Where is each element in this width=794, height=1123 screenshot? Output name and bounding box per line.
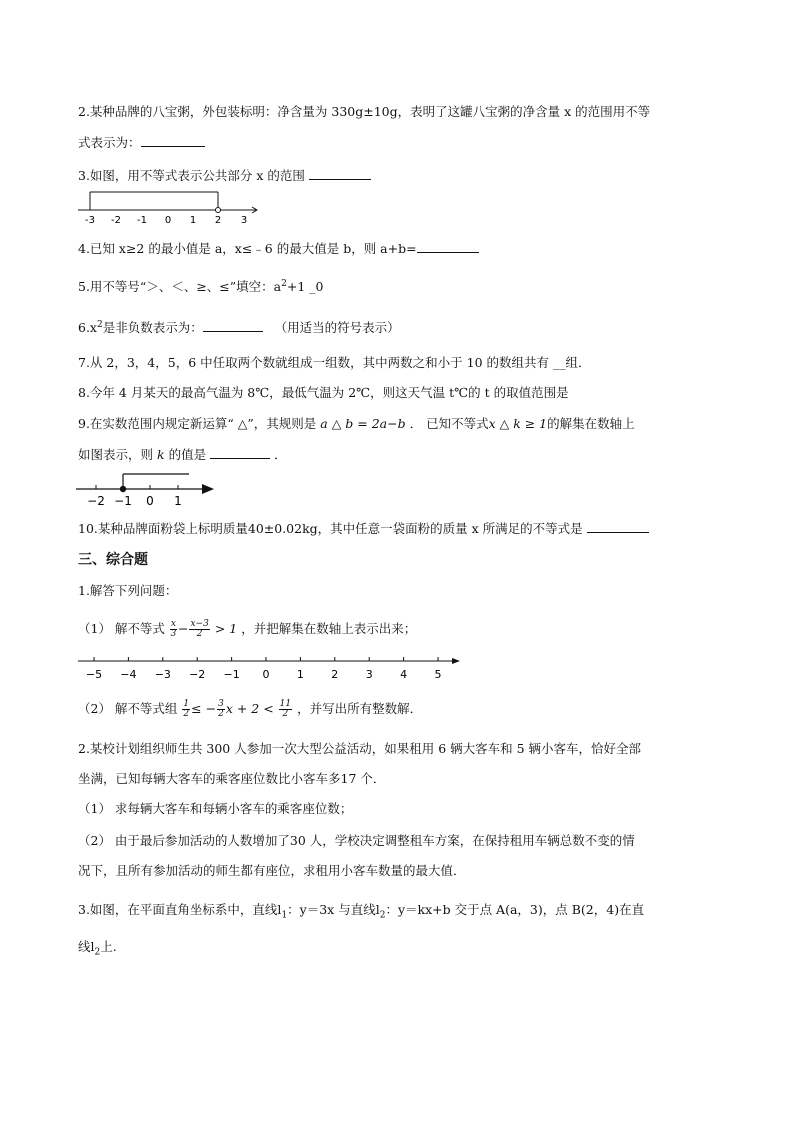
tick-label: -3: [85, 215, 95, 226]
question-6-hint: （用适当的符号表示）: [274, 320, 400, 336]
question-9-text-d: 如图表示，则: [78, 447, 154, 462]
question-4-text: [78, 239, 479, 258]
problem-2-sub-2-line-2: 况下，且所有参加活动的师生都有座位，求租用小客车数量的最大值．: [78, 863, 466, 878]
part-1-instruction: ，并把解集在数轴上表示出来；: [241, 621, 417, 636]
tick-label: 2: [331, 668, 339, 681]
tick-label: 0: [146, 494, 154, 508]
question-9-period: ．: [274, 447, 287, 462]
question-6-label: 6.x: [78, 320, 97, 336]
tick-label: 1: [189, 215, 197, 226]
problem-1-part-1: [78, 618, 416, 640]
inequality-rhs: > 1: [214, 621, 238, 636]
question-9-label: 9.在实数范围内规定新运算“ △”，其规则是: [78, 416, 317, 431]
inequality: x △ k ≥ 1: [488, 416, 548, 431]
question-5-tail: +1 _0: [286, 279, 324, 295]
question-10-label: 10.某种品牌面粉袋上标明质量40±0.02kg，其中任意一袋面粉的质量 x 所满足的不等式是: [78, 521, 583, 536]
answer-blank: [141, 133, 205, 147]
question-9-line-1: [78, 415, 635, 433]
answer-blank: [309, 166, 371, 180]
question-6-mid: 是非负数表示为：: [102, 320, 203, 336]
problem-3-line-2: [78, 938, 117, 962]
question-5-text: [78, 275, 323, 296]
problem-2-line-1: 2.某校计划组织师生共 300 人参加一次大型公益活动，如果租用 6 辆大客车和 5 辆小客车，恰好全部: [78, 741, 642, 756]
tick-label: -1: [137, 215, 147, 226]
question-9-line-2: [78, 445, 287, 464]
tick-label: 3: [240, 215, 248, 226]
question-3-label: 3.如图，用不等式表示公共部分 x 的范围: [78, 168, 305, 183]
problem-3-text-d: 线l: [78, 939, 95, 954]
tick-label: −1: [114, 494, 132, 508]
question-7-text: 7.从 2，3，4，5，6 中任取两个数就组成一组数，其中两数之和小于 10 的数组共有 __组．: [78, 355, 591, 370]
fraction: $\frac{x}{3}$: [170, 619, 177, 639]
problem-2-line-2: 坐满，已知每辆大客车的乘客座位数比小客车多17 个．: [78, 771, 386, 786]
question-9-text-e: 的值是: [168, 447, 207, 462]
part-1-label: （1） 解不等式: [78, 621, 165, 636]
question-8-text: 8.今年 4 月某天的最高气温为 8℃，最低气温为 2℃，则这天气温 t℃的 t 的取值范围是: [78, 385, 569, 400]
problem-2-sub-1: （1） 求每辆大客车和每辆小客车的乘客座位数；: [78, 801, 353, 816]
minus-sign: −: [178, 621, 189, 636]
tick-label: 3: [365, 668, 373, 681]
tick-label: −2: [189, 668, 206, 681]
problem-3-text-b: ：y＝3x 与直线l: [287, 902, 380, 917]
tick-label: 1: [296, 668, 304, 681]
problem-3-line-1: [78, 901, 644, 925]
part-2-instruction: ，并写出所有整数解．: [297, 701, 423, 716]
question-10-text: [78, 519, 649, 538]
fraction: $\frac{x-3}{2}$: [190, 619, 209, 639]
variable-k: k: [157, 447, 165, 462]
fraction: $\frac{11}{2}$: [279, 699, 292, 719]
part-2-label: （2） 解不等式组: [78, 701, 178, 716]
tick-label: −4: [120, 668, 137, 681]
question-6-text: [78, 316, 400, 337]
exponent: 2: [96, 320, 103, 330]
inequality-middle: x + 2 <: [225, 701, 274, 716]
tick-label: 0: [164, 215, 172, 226]
subscript: 2: [94, 947, 101, 958]
problem-2-sub-2-line-1: （2） 由于最后参加活动的人数增加了30 人，学校决定调整租车方案，在保持租用车辆总数不变的情: [78, 833, 635, 848]
question-3-number-line: [76, 186, 266, 226]
subscript: 1: [281, 910, 288, 921]
tick-label: 5: [434, 668, 442, 681]
question-3-text: [78, 166, 371, 185]
answer-blank: [203, 318, 263, 332]
tick-label: 1: [174, 494, 182, 508]
tick-label: 0: [262, 668, 270, 681]
number-line-tick-labels: [85, 215, 247, 226]
question-2-line-1: 2.某种品牌的八宝粥，外包装标明：净含量为 330g±10g，表明了这罐八宝粥的净含量 x 的范围用不等: [78, 104, 651, 119]
less-equal-sign: ≤ −: [191, 701, 217, 716]
question-9-text-b: ． 已知不等式: [409, 416, 489, 431]
question-4-label: 4.已知 x≥2 的最小值是 a，x≤﹣6 的最大值是 b，则 a+b=: [78, 241, 417, 256]
exponent: 2: [281, 279, 287, 289]
fraction: $\frac{3}{2}$: [218, 699, 224, 719]
problem-1-number-line: [76, 646, 466, 684]
problem-3-text-e: 上.: [100, 939, 117, 954]
question-2-line-2: [78, 133, 205, 152]
tick-label: -2: [111, 215, 121, 226]
tick-label: −3: [154, 668, 171, 681]
question-2-prefix: 式表示为：: [78, 135, 141, 150]
operation-rule: a △ b = 2a−b: [320, 416, 406, 431]
subscript: 2: [379, 910, 386, 921]
tick-label: −5: [85, 668, 103, 681]
answer-blank: [210, 445, 270, 459]
problem-1-part-2: [78, 698, 422, 720]
tick-label: −1: [223, 668, 240, 681]
tick-label: 4: [400, 668, 408, 681]
problem-1-intro: 1.解答下列问题：: [78, 583, 178, 598]
problem-3-text-c: ：y＝kx+b 交于点 A(a，3)，点 B(2，4)在直: [385, 902, 645, 917]
tick-label: −2: [87, 494, 105, 508]
problem-3-text-a: 3.如图，在平面直角坐标系中，直线l: [78, 902, 282, 917]
fraction: $\frac{1}{2}$: [183, 699, 190, 719]
question-9-number-line: [74, 468, 224, 510]
question-9-text-c: 的解集在数轴上: [547, 416, 635, 431]
answer-blank: [587, 519, 649, 533]
tick-label: 2: [214, 215, 222, 226]
question-5-label: 5.用不等号“＞、＜、≥、≤”填空：a: [78, 279, 282, 295]
answer-blank: [417, 239, 479, 253]
section-heading: 三、综合题: [78, 552, 148, 568]
